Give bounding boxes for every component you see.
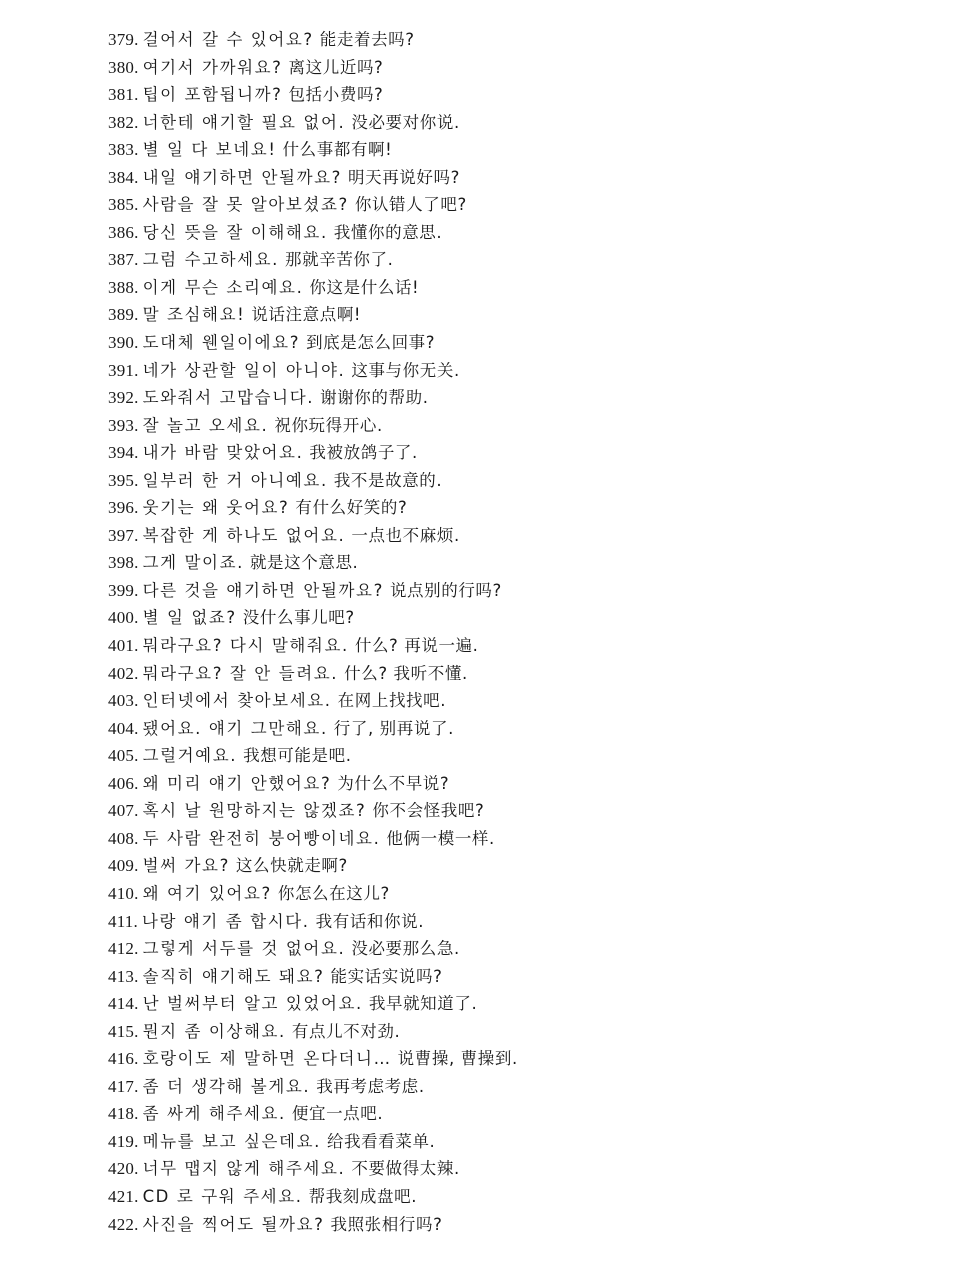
list-item: [108, 164, 928, 192]
chinese-translation: 到底是怎么回事?: [306, 333, 436, 353]
chinese-translation: 给我看看菜单.: [326, 1131, 436, 1151]
phrase-number: 386.: [108, 222, 139, 242]
phrase-number: 418.: [108, 1104, 139, 1124]
chinese-translation: 谢谢你的帮助.: [320, 388, 429, 408]
korean-phrase: 그게 말이죠.: [142, 553, 244, 573]
chinese-translation: 我懂你的意思.: [333, 222, 443, 242]
list-item: [108, 687, 928, 715]
list-item: [108, 935, 928, 963]
phrase-number: 402.: [108, 663, 139, 683]
chinese-translation: 包括小费吗?: [288, 85, 384, 105]
list-item: [108, 467, 928, 495]
korean-phrase: 뭐라구요? 잘 안 들려요.: [142, 663, 339, 683]
korean-phrase: 뭐라구요? 다시 말해줘요.: [142, 636, 349, 656]
list-item: [108, 577, 928, 605]
phrase-number: 389.: [108, 305, 139, 325]
phrase-number: 406.: [108, 773, 139, 793]
chinese-translation: 什么? 我听不懂.: [344, 663, 468, 683]
chinese-translation: 为什么不早说?: [337, 773, 450, 793]
phrase-number: 408.: [108, 828, 139, 848]
korean-phrase: 그럼 수고하세요.: [142, 250, 280, 270]
list-item: [108, 412, 928, 440]
list-item: [108, 604, 928, 632]
phrase-number: 410.: [108, 883, 139, 903]
list-item: [108, 136, 928, 164]
korean-phrase: 혹시 날 원망하지는 않겠죠?: [142, 801, 367, 821]
list-item: [108, 301, 928, 329]
chinese-translation: 就是这个意思.: [249, 553, 359, 573]
list-item: [108, 715, 928, 743]
phrase-number: 387.: [108, 250, 139, 270]
chinese-translation: 帮我刻成盘吧.: [308, 1186, 418, 1206]
phrase-number: 420.: [108, 1159, 139, 1179]
chinese-translation: 离这儿近吗?: [288, 57, 384, 77]
korean-phrase: 사람을 잘 못 알아보셨죠?: [142, 195, 349, 215]
list-item: [108, 219, 928, 247]
list-item: [108, 439, 928, 467]
korean-phrase: 팁이 포함됩니까?: [142, 85, 283, 105]
chinese-translation: 我想可能是吧.: [243, 746, 352, 766]
list-item: [108, 1100, 928, 1128]
list-item: [108, 357, 928, 385]
chinese-translation: 便宜一点吧.: [291, 1104, 384, 1124]
phrase-number: 396.: [108, 498, 139, 518]
phrase-number: 413.: [108, 966, 139, 986]
korean-phrase: CD 로 구워 주세요.: [142, 1186, 303, 1206]
korean-phrase: 난 벌써부터 알고 있었어요.: [142, 994, 363, 1014]
chinese-translation: 你怎么在这儿?: [277, 883, 390, 903]
korean-phrase: 내가 바람 맞았어요.: [142, 443, 304, 463]
korean-phrase: 솔직히 얘기해도 돼요?: [142, 966, 325, 986]
list-item: [108, 963, 928, 991]
phrase-number: 415.: [108, 1021, 139, 1041]
korean-phrase: 잘 놀고 오세요.: [142, 415, 269, 435]
phrase-number: 381.: [108, 85, 139, 105]
list-item: [108, 632, 928, 660]
korean-phrase: 왜 미리 얘기 안했어요?: [142, 773, 332, 793]
korean-phrase: 메뉴를 보고 싶은데요.: [142, 1131, 321, 1151]
chinese-translation: 没必要那么急.: [351, 939, 460, 959]
list-item: [108, 1155, 928, 1183]
phrase-number: 393.: [108, 415, 139, 435]
phrase-number: 399.: [108, 580, 139, 600]
korean-phrase: 다른 것을 얘기하면 안될까요?: [142, 580, 384, 600]
chinese-translation: 这么快就走啊?: [235, 856, 348, 876]
korean-phrase: 너무 맵지 않게 해주세요.: [142, 1159, 346, 1179]
list-item: [108, 770, 928, 798]
chinese-translation: 我不是故意的.: [333, 470, 443, 490]
phrase-number: 412.: [108, 939, 139, 959]
phrase-number: 416.: [108, 1049, 139, 1069]
phrase-number: 380.: [108, 57, 139, 77]
phrase-number: 419.: [108, 1131, 139, 1151]
phrase-number: 388.: [108, 277, 139, 297]
korean-phrase: 당신 뜻을 잘 이해해요.: [142, 222, 328, 242]
list-item: [108, 742, 928, 770]
korean-phrase: 복잡한 게 하나도 없어요.: [142, 525, 346, 545]
list-item: [108, 990, 928, 1018]
chinese-translation: 有点儿不对劲.: [291, 1021, 401, 1041]
chinese-translation: 什么事都有啊!: [282, 140, 393, 160]
korean-phrase: 뭔지 좀 이상해요.: [142, 1021, 286, 1041]
korean-phrase: 일부러 한 거 아니예요.: [142, 470, 328, 490]
chinese-translation: 他俩一模一样.: [386, 828, 495, 848]
phrase-number: 421.: [108, 1186, 139, 1206]
phrase-number: 422.: [108, 1214, 139, 1234]
korean-phrase: 너한테 얘기할 필요 없어.: [142, 112, 346, 132]
phrase-number: 397.: [108, 525, 139, 545]
korean-phrase: 좀 싸게 해주세요.: [142, 1104, 286, 1124]
list-item: [108, 494, 928, 522]
korean-phrase: 두 사람 완전히 붕어빵이네요.: [142, 828, 381, 848]
phrase-number: 395.: [108, 470, 139, 490]
phrase-number: 398.: [108, 553, 139, 573]
chinese-translation: 这事与你无关.: [351, 360, 460, 380]
list-item: [108, 384, 928, 412]
korean-phrase: 도대체 웬일이에요?: [142, 333, 301, 353]
korean-phrase: 나랑 얘기 좀 합시다.: [141, 911, 310, 931]
korean-phrase: 말 조심해요!: [142, 305, 246, 325]
list-item: [108, 825, 928, 853]
korean-phrase: 여기서 가까워요?: [142, 57, 283, 77]
phrase-number: 392.: [108, 388, 139, 408]
phrase-number: 411.: [108, 911, 138, 931]
chinese-translation: 没什么事儿吧?: [242, 608, 355, 628]
chinese-translation: 一点也不麻烦.: [351, 525, 460, 545]
korean-phrase: 별 일 없죠?: [142, 608, 237, 628]
korean-phrase: 별 일 다 보네요!: [142, 140, 277, 160]
list-item: [108, 329, 928, 357]
korean-phrase: 사진을 찍어도 될까요?: [142, 1214, 325, 1234]
chinese-translation: 那就辛苦你了.: [285, 250, 394, 270]
list-item: [108, 1045, 928, 1073]
chinese-translation: 我被放鸽子了.: [309, 443, 418, 463]
list-item: [108, 1018, 928, 1046]
korean-phrase: 됐어요. 얘기 그만해요.: [142, 718, 328, 738]
korean-phrase: 인터넷에서 찾아보세요.: [142, 691, 332, 711]
list-item: [108, 274, 928, 302]
chinese-translation: 在网上找找吧.: [337, 691, 447, 711]
list-item: [108, 852, 928, 880]
chinese-translation: 你这是什么话!: [309, 277, 420, 297]
korean-phrase: 네가 상관할 일이 아니야.: [142, 360, 346, 380]
korean-phrase: 웃기는 왜 웃어요?: [142, 498, 290, 518]
chinese-translation: 你不会怪我吧?: [372, 801, 485, 821]
korean-phrase: 이게 무슨 소리예요.: [142, 277, 304, 297]
list-item: [108, 1183, 928, 1211]
chinese-translation: 能走着去吗?: [319, 30, 415, 49]
chinese-translation: 明天再说好吗?: [348, 167, 460, 187]
phrase-number: 405.: [108, 746, 139, 766]
phrase-number: 401.: [108, 636, 139, 656]
chinese-translation: 能实话实说吗?: [330, 966, 443, 986]
chinese-translation: 我再考虑考虑.: [316, 1076, 425, 1096]
list-item: [108, 191, 928, 219]
phrase-number: 391.: [108, 360, 139, 380]
phrase-number: 417.: [108, 1076, 139, 1096]
list-item: [108, 908, 928, 936]
list-item: [108, 797, 928, 825]
list-item: [108, 26, 928, 54]
chinese-translation: 说曹操, 曹操到.: [397, 1049, 518, 1069]
chinese-translation: 祝你玩得开心.: [274, 415, 383, 435]
phrase-number: 382.: [108, 112, 139, 132]
chinese-translation: 没必要对你说.: [351, 112, 460, 132]
list-item: [108, 1073, 928, 1101]
phrase-number: 414.: [108, 994, 139, 1014]
phrase-number: 403.: [108, 691, 139, 711]
list-item: [108, 1128, 928, 1156]
list-item: [108, 54, 928, 82]
korean-phrase: 좀 더 생각해 볼게요.: [142, 1076, 311, 1096]
phrase-number: 383.: [108, 140, 139, 160]
list-item: [108, 549, 928, 577]
phrase-number: 407.: [108, 801, 139, 821]
chinese-translation: 行了, 别再说了.: [333, 718, 454, 738]
phrase-list: [108, 26, 928, 1238]
list-item: [108, 880, 928, 908]
korean-phrase: 호랑이도 제 말하면 온다더니…: [142, 1049, 392, 1069]
chinese-translation: 我有话和你说.: [315, 911, 425, 931]
phrase-number: 409.: [108, 856, 139, 876]
korean-phrase: 벌써 가요?: [142, 856, 230, 876]
phrase-number: 400.: [108, 608, 139, 628]
list-item: [108, 81, 928, 109]
chinese-translation: 说话注意点啊!: [251, 305, 362, 325]
korean-phrase: 걸어서 갈 수 있어요?: [142, 30, 314, 49]
list-item: [108, 522, 928, 550]
korean-phrase: 그렇게 서두를 것 없어요.: [142, 939, 346, 959]
korean-phrase: 그럴거예요.: [142, 746, 238, 766]
phrase-number: 379.: [108, 30, 139, 49]
phrase-number: 390.: [108, 333, 139, 353]
chinese-translation: 我早就知道了.: [368, 994, 478, 1014]
korean-phrase: 내일 얘기하면 안될까요?: [142, 167, 342, 187]
chinese-translation: 我照张相行吗?: [330, 1214, 443, 1234]
list-item: [108, 1211, 928, 1239]
chinese-translation: 说点别的行吗?: [389, 580, 502, 600]
phrase-number: 404.: [108, 718, 139, 738]
chinese-translation: 你认错人了吧?: [354, 195, 467, 215]
phrase-number: 385.: [108, 195, 139, 215]
chinese-translation: 有什么好笑的?: [295, 498, 408, 518]
list-item: [108, 109, 928, 137]
korean-phrase: 왜 여기 있어요?: [142, 883, 272, 903]
list-item: [108, 246, 928, 274]
phrase-number: 384.: [108, 167, 139, 187]
list-item: [108, 660, 928, 688]
phrase-number: 394.: [108, 443, 139, 463]
chinese-translation: 什么? 再说一遍.: [354, 636, 479, 656]
korean-phrase: 도와줘서 고맙습니다.: [142, 388, 315, 408]
chinese-translation: 不要做得太辣.: [351, 1159, 460, 1179]
